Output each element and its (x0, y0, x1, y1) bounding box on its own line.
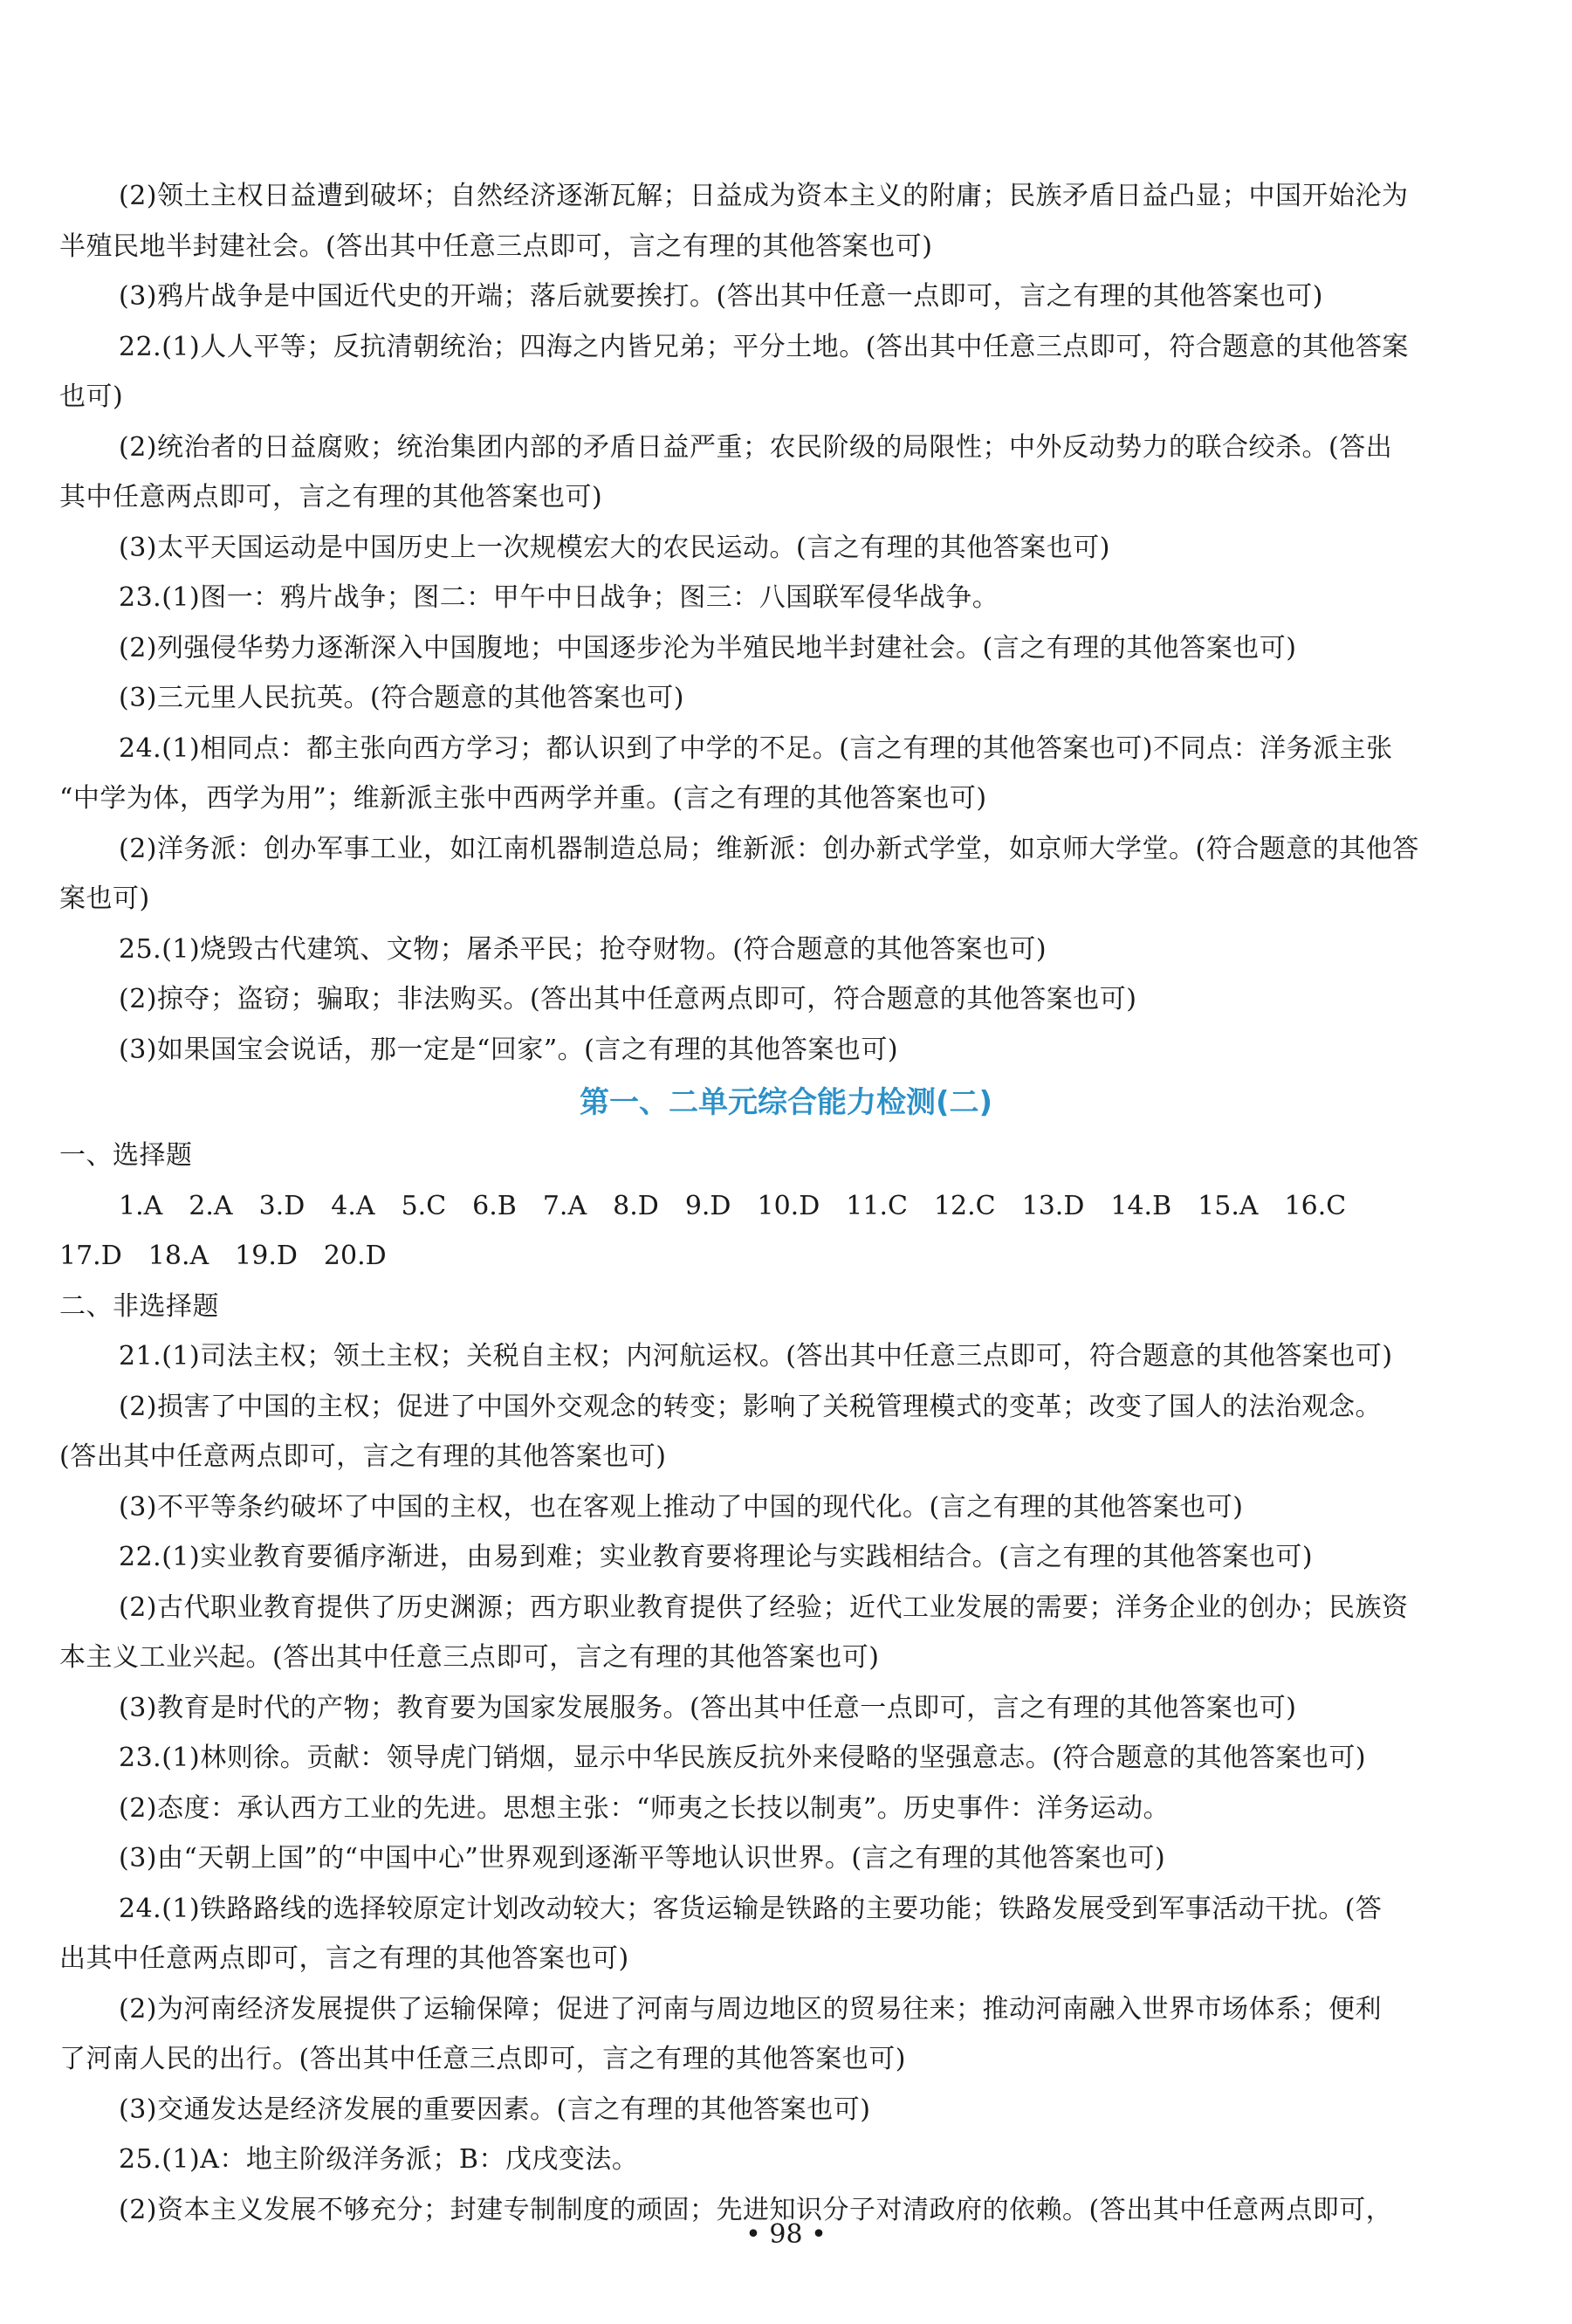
answer-line: (3)鸦片战争是中国近代史的开端；落后就要挨打。(答出其中任意一点即可，言之有理的其他答案也可) (119, 281, 1323, 312)
choice-answer: 3.D (258, 1190, 305, 1221)
choice-answer: 19.D (235, 1241, 298, 1271)
answer-line: (2)损害了中国的主权；促进了中国外交观念的转变；影响了关税管理模式的变革；改变了国人的法治观念。 (119, 1391, 1382, 1422)
choice-answer: 2.A (189, 1190, 233, 1221)
page-number: • 98 • (745, 2219, 827, 2250)
answer-line: (3)太平天国运动是中国历史上一次规模宏大的农民运动。(言之有理的其他答案也可) (119, 532, 1110, 563)
answer-line: 24.(1)铁路路线的选择较原定计划改动较大；客货运输是铁路的主要功能；铁路发展受到军事活动干扰。(答 (119, 1893, 1383, 1924)
answer-line: (3)三元里人民抗英。(符合题意的其他答案也可) (119, 683, 684, 713)
choice-answer: 4.A (331, 1190, 375, 1221)
section-title: 第一、二单元综合能力检测(二) (579, 1085, 993, 1120)
answer-line: 25.(1)烧毁古代建筑、文物；屠杀平民；抢夺财物。(符合题意的其他答案也可) (119, 933, 1047, 965)
answer-line: (2)为河南经济发展提供了运输保障；促进了河南与周边地区的贸易往来；推动河南融入世界市场体系；便利 (119, 1993, 1382, 2025)
answer-line: 案也可) (59, 884, 150, 914)
answer-line: (3)教育是时代的产物；教育要为国家发展服务。(答出其中任意一点即可，言之有理的其他答案也可) (119, 1692, 1297, 1723)
choices-row-2 (59, 1231, 1513, 1282)
choice-answer: 8.D (613, 1190, 659, 1221)
choice-answer: 10.D (757, 1190, 820, 1221)
answer-line: 22.(1)人人平等；反抗清朝统治；四海之内皆兄弟；平分土地。(答出其中任意三点即可，符合题意的其他答案 (119, 331, 1409, 362)
answer-line: 23.(1)图一：鸦片战争；图二：甲午中日战争；图三：八国联军侵华战争。 (119, 582, 999, 613)
answer-line: 半殖民地半封建社会。(答出其中任意三点即可，言之有理的其他答案也可) (59, 230, 933, 262)
answer-line: “中学为体，西学为用”；维新派主张中西两学并重。(言之有理的其他答案也可) (59, 783, 987, 814)
answer-line: (3)由“天朝上国”的“中国中心”世界观到逐渐平等地认识世界。(言之有理的其他答案也可) (119, 1843, 1166, 1874)
answer-line: (3)不平等条约破坏了中国的主权，也在客观上推动了中国的现代化。(言之有理的其他答案也可) (119, 1491, 1244, 1523)
answer-line: 24.(1)相同点：都主张向西方学习；都认识到了中学的不足。(言之有理的其他答案也可)不同点：洋务派主张 (119, 732, 1393, 764)
answer-line: 出其中任意两点即可，言之有理的其他答案也可) (59, 1943, 629, 1974)
answer-line: (2)洋务派：创办军事工业，如江南机器制造总局；维新派：创办新式学堂，如京师大学堂。(符合题意的其他答 (119, 833, 1419, 864)
answer-line: 了河南人民的出行。(答出其中任意三点即可，言之有理的其他答案也可) (59, 2044, 906, 2074)
choice-answer: 15.A (1198, 1190, 1259, 1221)
answer-line: 也可) (59, 382, 124, 412)
choice-answer: 7.A (542, 1190, 587, 1221)
answer-line: 本主义工业兴起。(答出其中任意三点即可，言之有理的其他答案也可) (59, 1642, 880, 1673)
answer-line: (2)态度：承认西方工业的先进。思想主张：“师夷之长技以制夷”。历史事件：洋务运动。 (119, 1792, 1170, 1824)
choice-answer: 11.C (846, 1190, 908, 1221)
part1-heading: 一、选择题 (59, 1140, 193, 1171)
answer-line: 23.(1)林则徐。贡献：领导虎门销烟，显示中华民族反抗外来侵略的坚强意志。(符合题意的其他答案也可) (119, 1743, 1367, 1773)
choice-answer: 16.C (1284, 1190, 1347, 1221)
answer-line: (2)列强侵华势力逐渐深入中国腹地；中国逐步沦为半殖民地半封建社会。(言之有理的其他答案也可) (119, 632, 1297, 664)
answer-line: (3)交通发达是经济发展的重要因素。(言之有理的其他答案也可) (119, 2094, 871, 2125)
choice-answer: 6.B (472, 1190, 517, 1221)
answer-line: (2)资本主义发展不够充分；封建专制制度的顽固；先进知识分子对清政府的依赖。(答出其中任意两点即可， (119, 2194, 1393, 2225)
answer-line: (答出其中任意两点即可，言之有理的其他答案也可) (59, 1441, 667, 1472)
answer-line: 22.(1)实业教育要循序渐进，由易到难；实业教育要将理论与实践相结合。(言之有理的其他答案也可) (119, 1542, 1314, 1572)
answer-line: (2)统治者的日益腐败；统治集团内部的矛盾日益严重；农民阶级的局限性；中外反动势力的联合绞杀。(答出 (119, 431, 1393, 463)
choices-row-1 (59, 1181, 1513, 1232)
answer-line: 21.(1)司法主权；领土主权；关税自主权；内河航运权。(答出其中任意三点即可，符合题意的其他答案也可) (119, 1341, 1393, 1372)
answer-line: (2)古代职业教育提供了历史渊源；西方职业教育提供了经验；近代工业发展的需要；洋务企业的创办；民族资 (119, 1592, 1409, 1623)
answers-top-block (59, 171, 1513, 1075)
choice-answer: 18.A (148, 1241, 209, 1271)
choice-answer: 12.C (933, 1190, 996, 1221)
choice-answer: 5.C (401, 1190, 447, 1221)
answer-line: (3)如果国宝会说话，那一定是“回家”。(言之有理的其他答案也可) (119, 1034, 899, 1065)
choice-answer: 17.D (59, 1241, 122, 1271)
choice-answer: 1.A (119, 1190, 163, 1221)
answer-line: 其中任意两点即可，言之有理的其他答案也可) (59, 482, 603, 512)
answers-bottom-block (59, 1331, 1513, 2235)
choice-answer: 9.D (684, 1190, 731, 1221)
choice-answer: 14.B (1110, 1190, 1172, 1221)
answer-line: (2)领土主权日益遭到破坏；自然经济逐渐瓦解；日益成为资本主义的附庸；民族矛盾日益凸显；中国开始沦为 (119, 181, 1409, 211)
choice-answer: 20.D (323, 1241, 387, 1271)
answer-line: 25.(1)A：地主阶级洋务派；B：戊戌变法。 (119, 2144, 639, 2175)
answer-line: (2)掠夺；盗窃；骗取；非法购买。(答出其中任意两点即可，符合题意的其他答案也可) (119, 984, 1137, 1014)
part2-heading: 二、非选择题 (59, 1290, 219, 1322)
choice-answer: 13.D (1021, 1190, 1085, 1221)
